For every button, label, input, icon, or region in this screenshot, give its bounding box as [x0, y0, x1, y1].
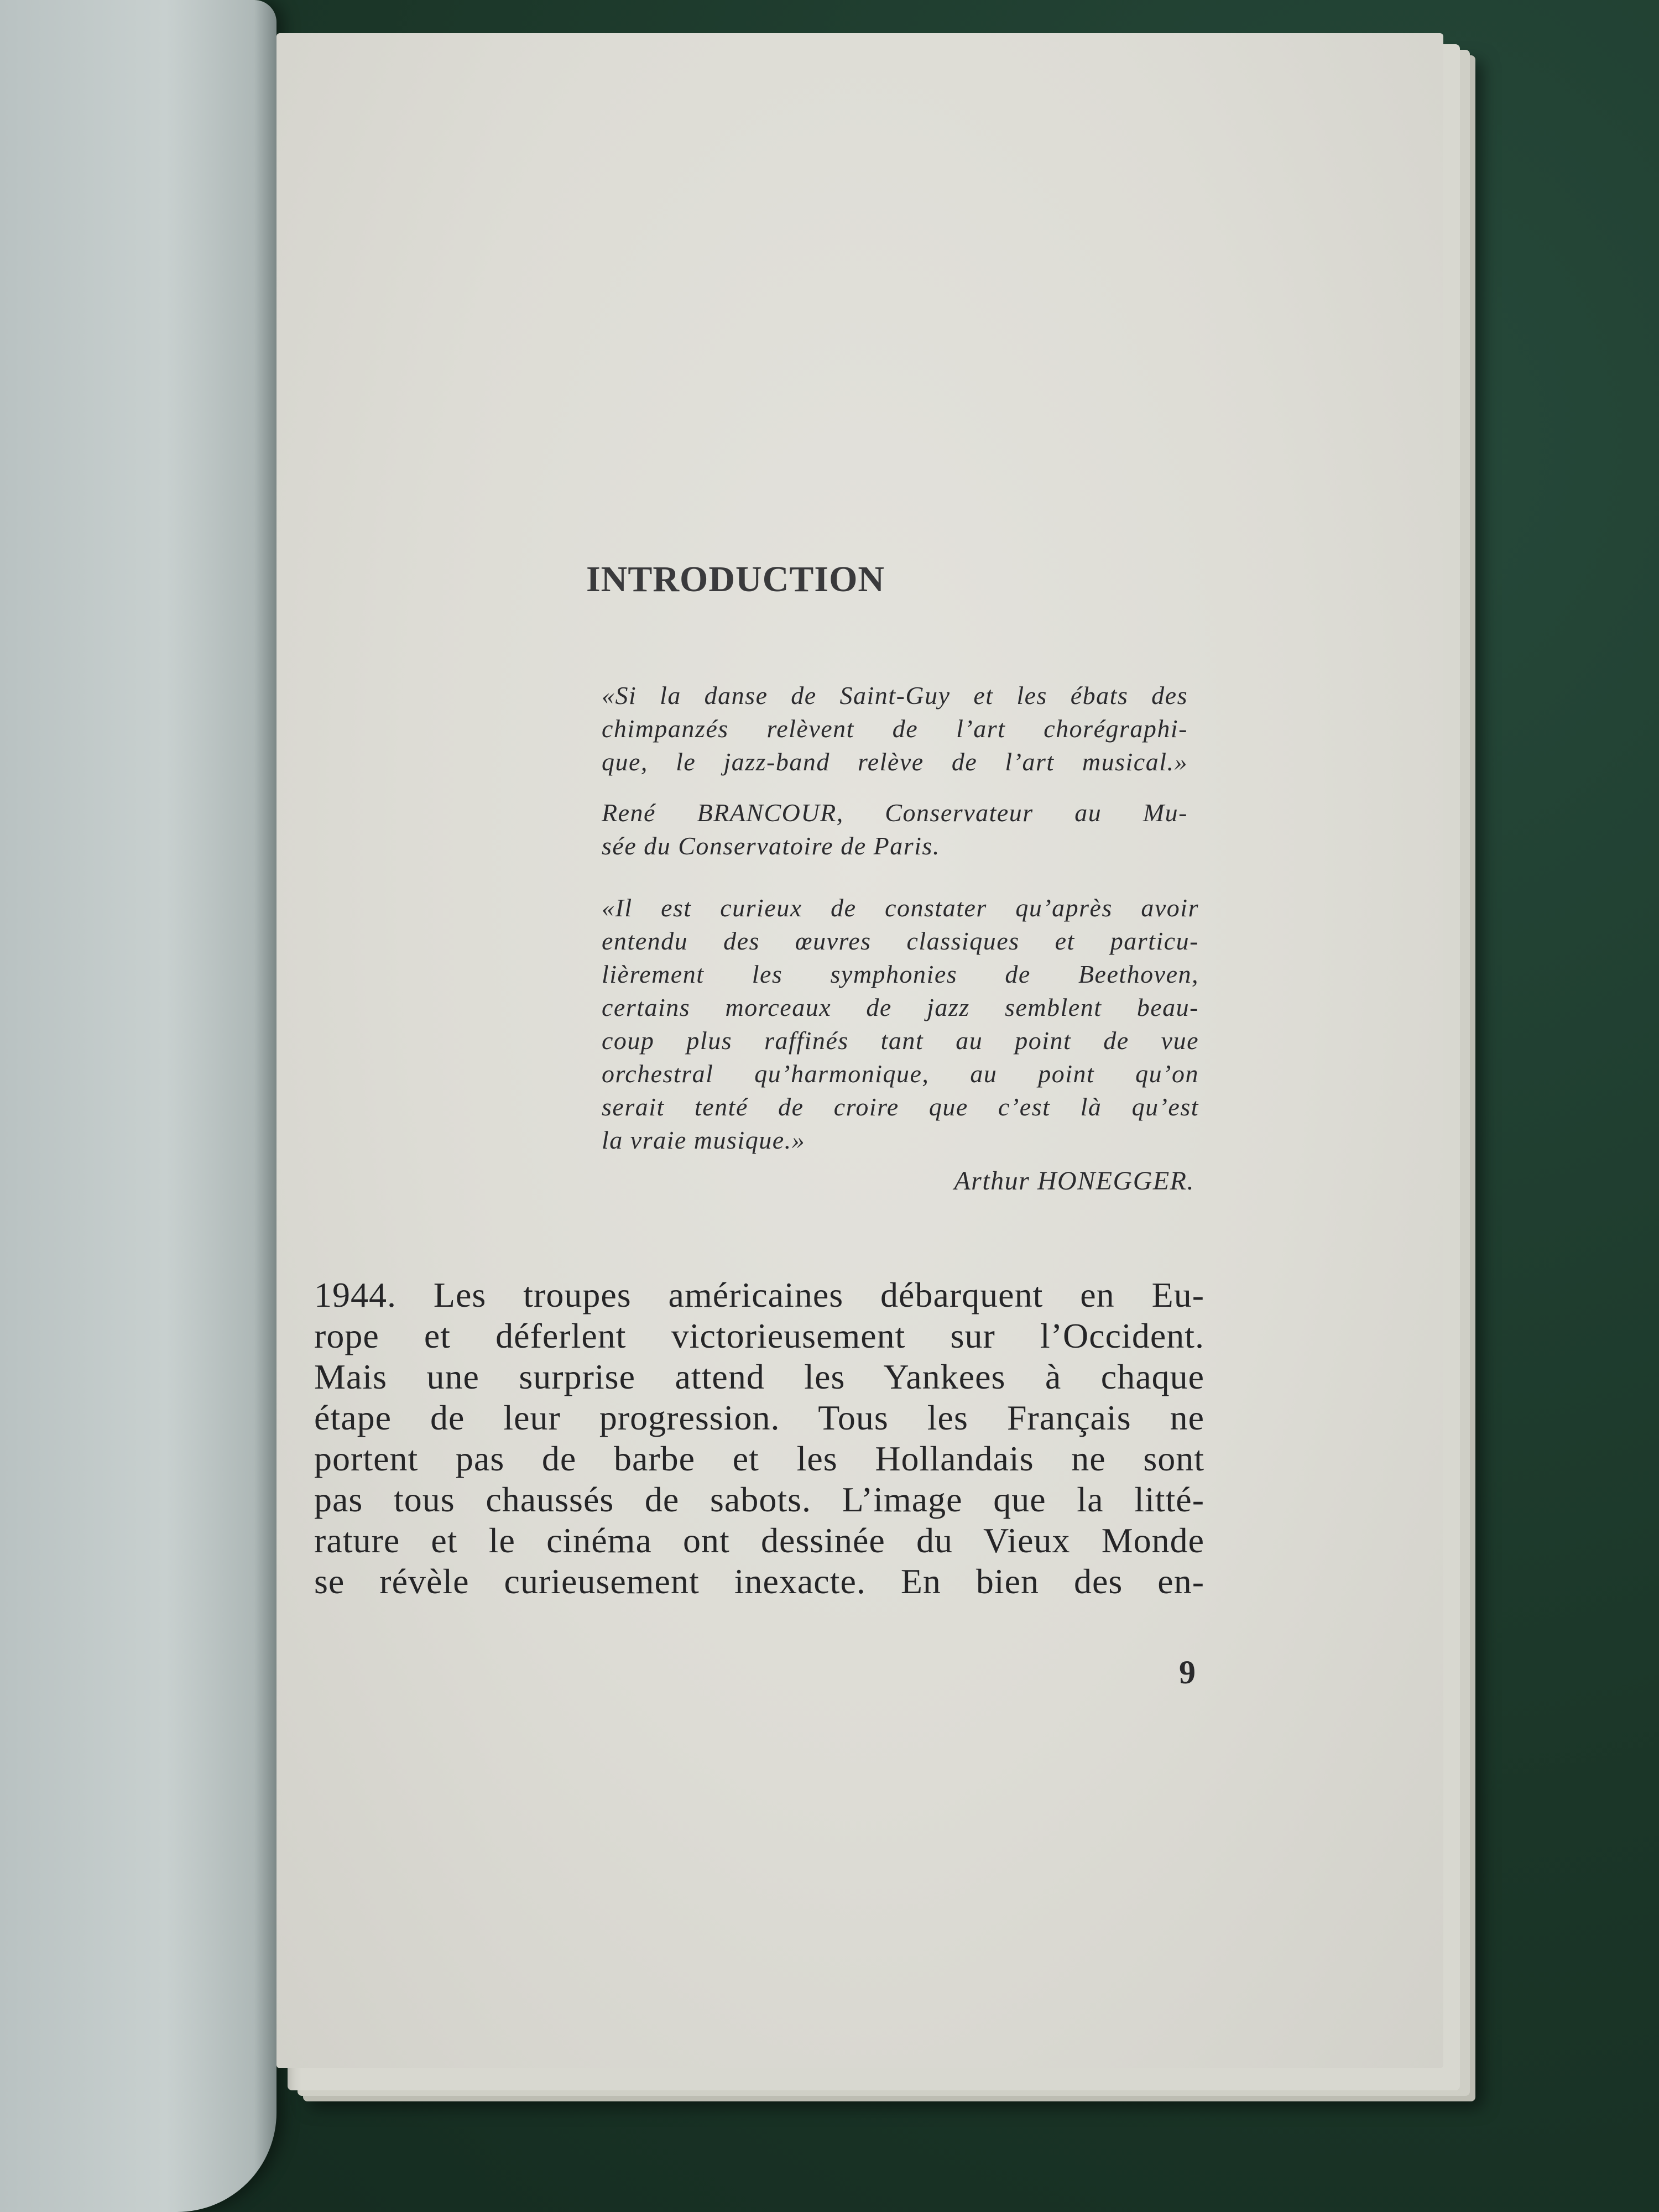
body-paragraph — [314, 1275, 1204, 1602]
epigraph-2-line: coup plus raffinés tant au point de vue — [602, 1026, 1199, 1055]
body-line: 1944. Les troupes américaines débarquent en Eu- — [314, 1275, 1204, 1314]
body-line: rature et le cinéma ont dessinée du Vieux Monde — [314, 1521, 1204, 1560]
attribution-1-line: René BRANCOUR, Conservateur au Mu- — [602, 799, 1188, 827]
epigraph-quote-2 — [602, 891, 1199, 1157]
body-line: portent pas de barbe et les Hollandais ne sont — [314, 1439, 1204, 1478]
epigraph-2-line: «Il est curieux de constater qu’après avoir — [602, 894, 1199, 922]
epigraph-quote-1 — [602, 679, 1188, 779]
epigraph-2-line: orchestral qu’harmonique, au point qu’on — [602, 1060, 1199, 1088]
epigraph-2-line: lièrement les symphonies de Beethoven, — [602, 960, 1199, 988]
body-line: se révèle curieusement inexacte. En bien des en- — [314, 1562, 1204, 1601]
attribution-1-line: sée du Conservatoire de Paris. — [602, 832, 940, 860]
body-line: rope et déferlent victorieusement sur l’Occident. — [314, 1316, 1204, 1355]
epigraph-1-line: «Si la danse de Saint-Guy et les ébats des — [602, 681, 1188, 709]
chapter-heading: INTRODUCTION — [586, 559, 885, 599]
epigraph-1-line: chimpanzés relèvent de l’art chorégraphi- — [602, 714, 1188, 743]
epigraph-1-line: que, le jazz-band relève de l’art musical.» — [602, 748, 1188, 776]
epigraph-2-line: serait tenté de croire que c’est là qu’est — [602, 1093, 1199, 1121]
epigraph-attribution-1 — [602, 796, 1188, 863]
epigraph-2-line: certains morceaux de jazz semblent beau- — [602, 993, 1199, 1021]
left-page — [0, 0, 276, 2212]
epigraph-attribution-2: Arthur HONEGGER. — [954, 1166, 1194, 1196]
epigraph-2-line: entendu des œuvres classiques et particu- — [602, 927, 1199, 955]
body-line: pas tous chaussés de sabots. L’image que la litté- — [314, 1480, 1204, 1519]
epigraph-2-line: la vraie musique.» — [602, 1126, 806, 1154]
page-number: 9 — [1179, 1654, 1196, 1691]
body-line: étape de leur progression. Tous les Français ne — [314, 1398, 1204, 1437]
body-line: Mais une surprise attend les Yankees à chaque — [314, 1357, 1204, 1396]
